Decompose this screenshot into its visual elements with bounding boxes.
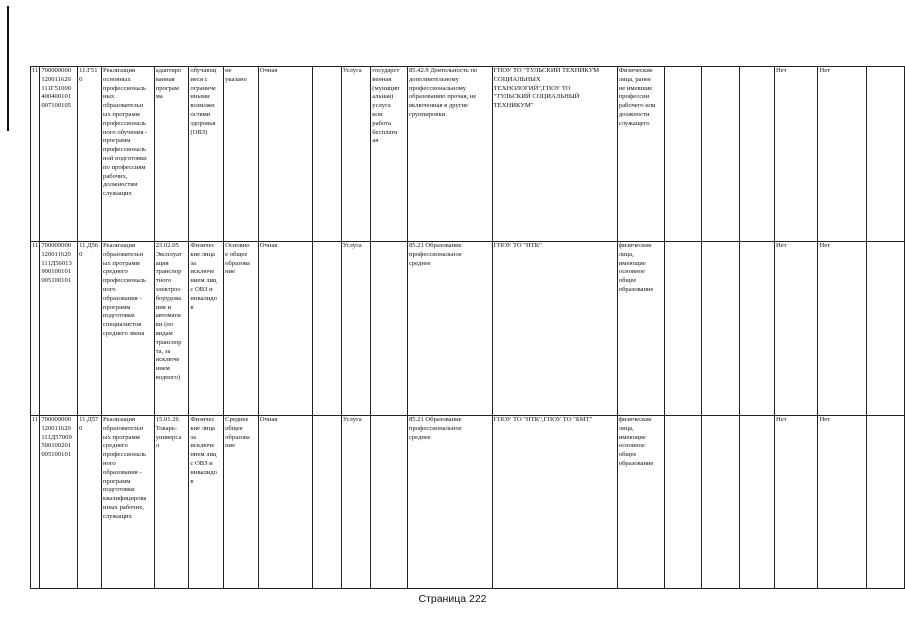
cell-text: 700000000 120011620 111Г51000 400400101 007100105 xyxy=(41,67,72,110)
flag-cell xyxy=(818,67,866,242)
payment-status xyxy=(371,67,408,242)
record-type xyxy=(341,242,371,416)
registry-code xyxy=(40,242,78,416)
cell-text: физические лица, имеющие основное общее образование xyxy=(618,416,654,467)
empty-cell xyxy=(313,67,342,242)
empty-cell xyxy=(313,242,342,416)
flag-cell xyxy=(775,416,818,589)
consumer-category xyxy=(189,416,224,589)
program-content xyxy=(154,416,189,589)
table-row xyxy=(31,416,905,589)
cell-text: 11 xyxy=(32,67,39,74)
consumers xyxy=(617,67,664,242)
cell-text: физические лица, имеющие основное общее образование xyxy=(618,242,654,293)
empty-cell xyxy=(739,416,774,589)
table-row xyxy=(31,67,905,242)
cell-text: Физичес кие лица за исключе нием лиц с ОВЗ и инвалидо в xyxy=(190,242,217,311)
cell-text: ГПОУ ТО "НТК" xyxy=(493,242,542,249)
service-code xyxy=(78,242,102,416)
empty-cell xyxy=(665,242,701,416)
service-name xyxy=(102,416,155,589)
service-name xyxy=(102,67,155,242)
row-number xyxy=(31,242,40,416)
cell-text: 700000000 120011620 111Д56013 900100101 005100101 xyxy=(41,242,72,285)
condition-basis xyxy=(224,67,259,242)
consumer-category xyxy=(189,67,224,242)
record-type xyxy=(341,416,371,589)
study-form xyxy=(258,416,312,589)
empty-cell xyxy=(866,416,904,589)
cell-text: ГПОУ ТО "ТУЛЬСКИЙ ТЕХНИКУМ СОЦИАЛЬНЫХ ТЕХНОЛОГИЙ",ГПОУ ТО "ТУЛЬСКИЙ СОЦИАЛЬНЫЙ ТЕХНИКУМ" xyxy=(493,67,600,110)
flag-cell xyxy=(818,242,866,416)
cell-text: 11.Г51 0 xyxy=(79,67,98,83)
row-number xyxy=(31,416,40,589)
consumers xyxy=(617,242,664,416)
empty-cell xyxy=(701,242,739,416)
payment-status xyxy=(371,416,408,589)
registry-code xyxy=(40,416,78,589)
condition-basis xyxy=(224,242,259,416)
service-code xyxy=(78,416,102,589)
condition-basis xyxy=(224,416,259,589)
cell-text: Услуга xyxy=(342,416,362,423)
study-form xyxy=(258,67,312,242)
empty-cell xyxy=(701,67,739,242)
okved-activity xyxy=(407,416,492,589)
flag-cell xyxy=(775,67,818,242)
cell-text: Нет xyxy=(776,67,787,74)
cell-text: Нет xyxy=(776,416,787,423)
cell-text: Нет xyxy=(819,416,831,423)
program-content xyxy=(154,242,189,416)
flag-cell xyxy=(775,242,818,416)
cell-text: Реализация основных профессиональ ных образовательн ых программ профессиональ ного обучения - программ профессиональ ной подготовки по профессиям рабочих, должностям служащих xyxy=(103,67,148,198)
cell-text: адаптиро ванная програм ма xyxy=(155,67,182,101)
cell-text: Очная xyxy=(259,67,278,74)
cell-text: 700000000 120011620 111Д57009 500100201 005100101 xyxy=(41,416,72,459)
service-code xyxy=(78,67,102,242)
consumers xyxy=(617,416,664,589)
cell-text: государст венная (муницип альная) услуга или работа бесплатн ая xyxy=(372,67,400,145)
empty-cell xyxy=(701,416,739,589)
empty-cell xyxy=(665,416,701,589)
left-edge-line xyxy=(7,6,9,131)
registry-code xyxy=(40,67,78,242)
cell-text: 85.21 Образование профессиональное среднее xyxy=(408,416,462,441)
institutions xyxy=(492,416,617,589)
cell-text: Нет xyxy=(819,242,831,249)
cell-text: Физические лица, ранее не имевшие профессии рабочего или должности служащего xyxy=(618,67,656,127)
cell-text: Физичес кие лица за исключе нием лиц с ОВЗ и инвалидо в xyxy=(190,416,217,485)
record-type xyxy=(341,67,371,242)
program-content xyxy=(154,67,189,242)
service-name xyxy=(102,242,155,416)
cell-text: Реализация образовательн ых программ среднего профессиональ ного образования - программ подготовки специалистов среднего звена xyxy=(103,242,147,337)
payment-status xyxy=(371,242,408,416)
cell-text: 11.Д56 0 xyxy=(79,242,99,258)
empty-cell xyxy=(739,67,774,242)
study-form xyxy=(258,242,312,416)
cell-text: обучающ иеся с ограниче нными возможн остями здоровья (ОВЗ) xyxy=(190,67,217,136)
cell-text: 11.Д57 0 xyxy=(79,416,99,432)
cell-text: 15.01.26 Токарь- универса л xyxy=(155,416,182,450)
okved-activity xyxy=(407,67,492,242)
cell-text: 11 xyxy=(32,242,39,249)
okved-activity xyxy=(407,242,492,416)
cell-text: Услуга xyxy=(342,67,362,74)
cell-text: ГПОУ ТО "НТК",ГПОУ ТО "БМТ" xyxy=(493,416,593,423)
cell-text: Очная xyxy=(259,416,278,423)
cell-text: Основно е общее образова ние xyxy=(225,242,250,276)
institutions xyxy=(492,67,617,242)
page-number: Страница 222 xyxy=(418,593,487,605)
empty-cell xyxy=(313,416,342,589)
cell-text: Среднее общее образова ние xyxy=(225,416,250,450)
registry-table xyxy=(30,66,905,589)
cell-text: 85.42.9 Деятельность по дополнительному профессиональному образованию прочая, не включенная в другие группировки xyxy=(408,67,478,118)
empty-cell xyxy=(866,242,904,416)
flag-cell xyxy=(818,416,866,589)
consumer-category xyxy=(189,242,224,416)
cell-text: 23.02.05 Эксплуат ация транспор тного электроо борудова ния и автомати ки (по видам транспор та, за исключе нием водного) xyxy=(155,242,182,381)
cell-text: Услуга xyxy=(342,242,362,249)
cell-text: 85.21 Образование профессиональное среднее xyxy=(408,242,462,267)
cell-text: 11 xyxy=(32,416,39,423)
institutions xyxy=(492,242,617,416)
cell-text: Нет xyxy=(819,67,831,74)
cell-text: Нет xyxy=(776,242,787,249)
table-row xyxy=(31,242,905,416)
cell-text: не указано xyxy=(225,67,247,83)
cell-text: Реализация образовательн ых программ среднего профессиональ ного образования - программ подготовки квалифицирова нных рабочих, служащих xyxy=(103,416,147,520)
empty-cell xyxy=(665,67,701,242)
cell-text: Очная xyxy=(259,242,278,249)
row-number xyxy=(31,67,40,242)
empty-cell xyxy=(866,67,904,242)
empty-cell xyxy=(739,242,774,416)
